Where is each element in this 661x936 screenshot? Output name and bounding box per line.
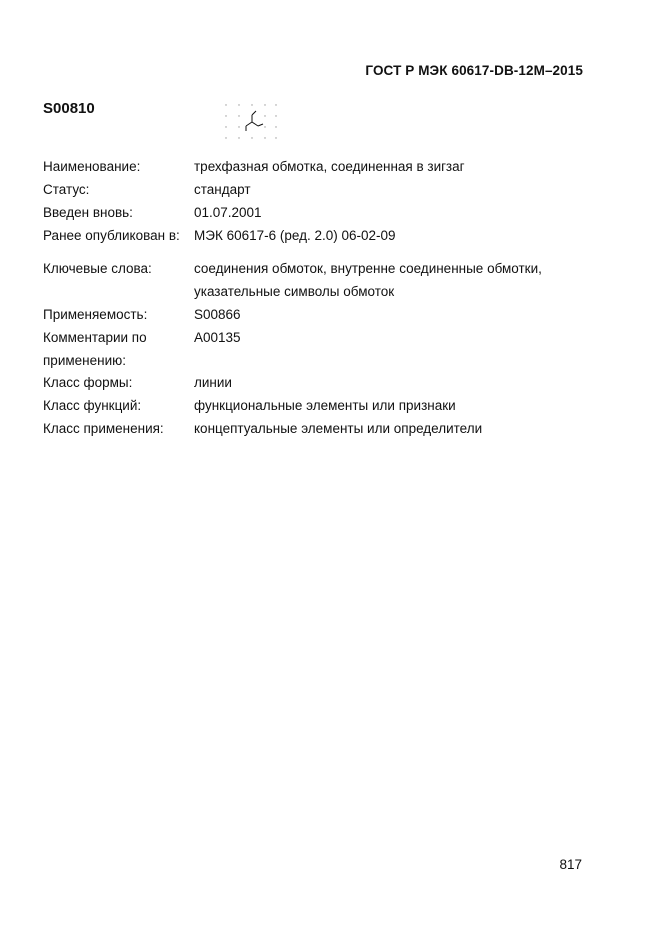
field-label: Комментарии по [43,330,147,345]
field-label: применению: [43,353,126,368]
field-value: указательные символы обмоток [194,284,395,299]
symbol-code: S00810 [43,100,95,117]
field-label: Класс функций: [43,398,142,413]
page-number: 817 [559,857,582,872]
field-value: линии [194,375,232,390]
field-value: A00135 [194,330,241,345]
field-value: соединения обмоток, внутренне соединенные обмотки, [194,261,542,276]
field-value: S00866 [194,307,241,322]
field-label: Класс формы: [43,375,133,390]
field-value: концептуальные элементы или определители [194,421,483,436]
three-phase-zigzag-winding-icon [222,102,280,142]
field-label: Ранее опубликован в: [43,228,180,243]
field-label: Применяемость: [43,307,148,322]
field-label: Ключевые слова: [43,261,152,276]
field-value: трехфазная обмотка, соединенная в зигзаг [194,159,465,174]
standard-header: ГОСТ Р МЭК 60617-DB-12M–2015 [365,63,583,78]
field-value: стандарт [194,182,251,197]
field-value: функциональные элементы или признаки [194,398,456,413]
field-value: 01.07.2001 [194,205,262,220]
field-value: МЭК 60617-6 (ред. 2.0) 06-02-09 [194,228,396,243]
field-label: Введен вновь: [43,205,133,220]
field-label: Класс применения: [43,421,164,436]
field-label: Наименование: [43,159,141,174]
field-label: Статус: [43,182,90,197]
